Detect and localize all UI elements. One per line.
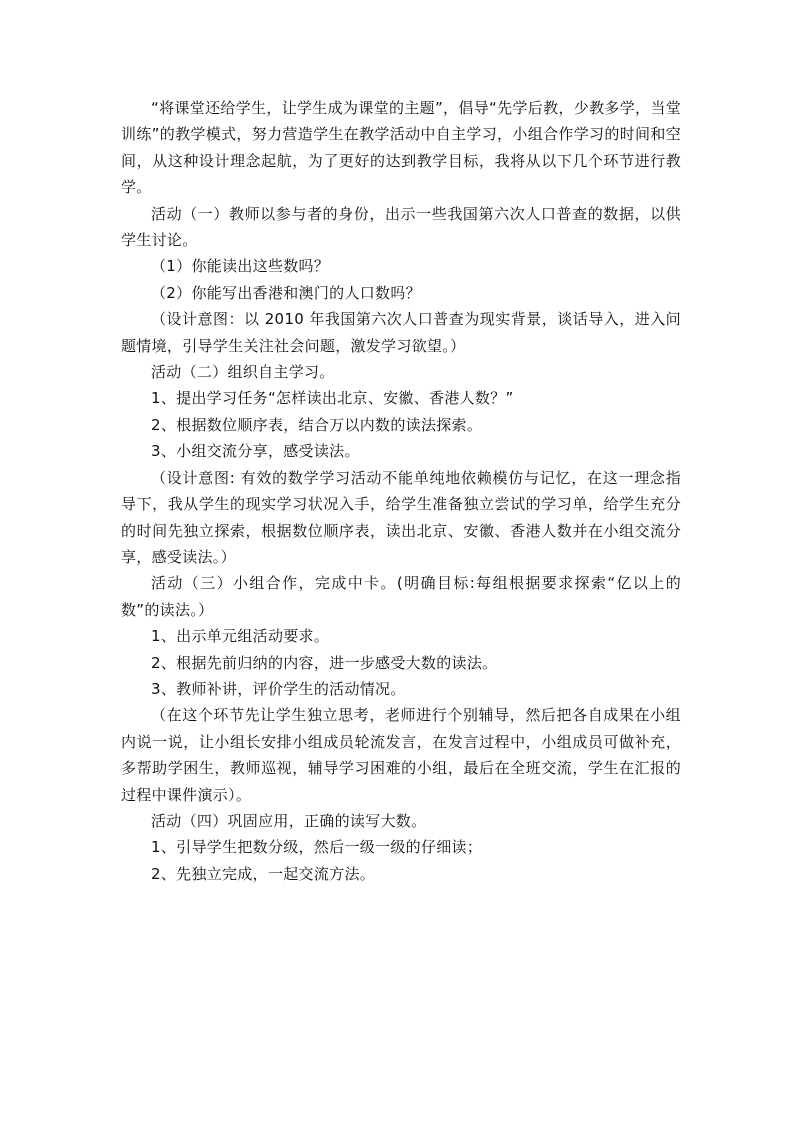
activity-2-step-3: 3、小组交流分享，感受读法。 — [151, 442, 360, 461]
activity-4-step-2: 2、先独立完成，一起交流方法。 — [151, 864, 376, 883]
activity-4-step-1: 1、引导学生把数分级，然后一级一级的仔细读； — [151, 838, 483, 857]
activity-3-note: （在这个环节先让学生独立思考，老师进行个别辅导，然后把各自成果在小组内说一说，让小组长安排小组成员轮流发言，在发言过程中，小组成员可做补充，多帮助学困生，教师巡视，辅导学习困难的小组，最后在全班交流，学生在汇报的过程中课件演示）。 — [121, 706, 681, 804]
activity-1-question-1: （1）你能读出这些数吗？ — [151, 257, 330, 276]
activity-2-heading: 活动（二）组织自主学习。 — [151, 363, 335, 382]
document-body — [121, 95, 681, 887]
activity-3-step-3: 3、教师补讲，评价学生的活动情况。 — [151, 679, 406, 698]
activity-3-step-1: 1、出示单元组活动要求。 — [151, 627, 330, 646]
activity-2-step-2: 2、根据数位顺序表，结合万以内数的读法探索。 — [151, 415, 483, 434]
activity-3-step-2: 2、根据先前归纳的内容，进一步感受大数的读法。 — [151, 653, 498, 672]
activity-2-step-1: 1、提出学习任务“怎样读出北京、安徽、香港人数？” — [151, 389, 514, 408]
intro-paragraph: “将课堂还给学生，让学生成为课堂的主题”，倡导“先学后教，少教多学，当堂训练”的教学模式，努力营造学生在教学活动中自主学习，小组合作学习的时间和空间，从这种设计理念起航，为了更好的达到教学目标，我将从以下几个环节进行教学。 — [121, 99, 681, 197]
activity-1-heading: 活动（一）教师以参与者的身份，出示一些我国第六次人口普查的数据，以供学生讨论。 — [121, 204, 681, 250]
activity-3-heading: 活动（三）小组合作，完成中卡。(明确目标:每组根据要求探索“亿以上的数”的读法。） — [121, 574, 681, 619]
activity-1-design-intent: （设计意图：以 2010 年我国第六次人口普查为现实背景，谈话导入，进入问题情境，引导学生关注社会问题，激发学习欲望。） — [121, 310, 681, 355]
activity-4-heading: 活动（四）巩固应用，正确的读写大数。 — [151, 811, 427, 830]
activity-2-design-intent: （设计意图: 有效的数学学习活动不能单纯地依赖模仿与记忆，在这一理念指导下，我从学生的现实学习状况入手，给学生准备独立尝试的学习单，给学生充分的时间先独立探索，根据数位顺序表，读出北京、安徽、香港人数并在小组交流分享，感受读法。） — [121, 468, 681, 566]
activity-1-question-2: （2）你能写出香港和澳门的人口数吗？ — [151, 283, 421, 302]
